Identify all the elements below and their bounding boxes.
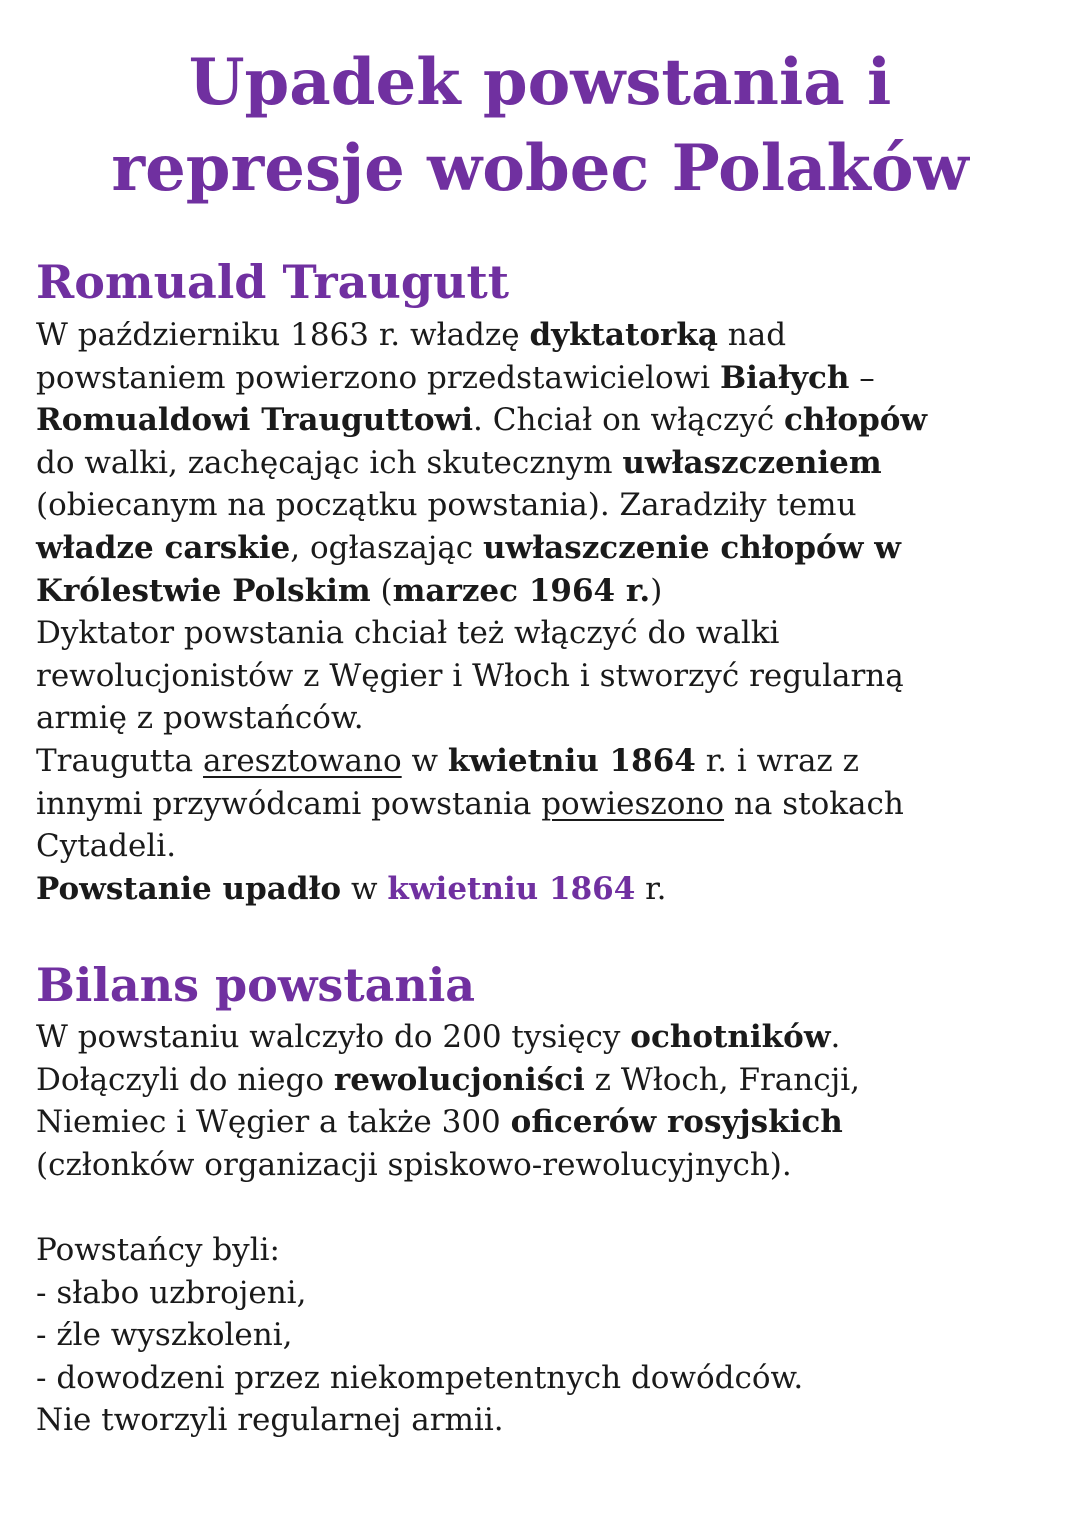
bold-term: rewolucjoniści [333, 1061, 585, 1098]
text-run: W powstaniu walczyło do 200 tysięcy [36, 1019, 631, 1055]
list-item: - źle wyszkoleni, [36, 1317, 293, 1354]
text-line: armię z powstańców. [36, 700, 364, 737]
page-title-line-2: represje wobec Polaków [111, 131, 969, 206]
section-bilans-body [36, 1016, 1046, 1186]
text-run: – [849, 359, 875, 396]
section-heading-traugutt: Romuald Traugutt [36, 255, 509, 309]
bold-term: Królestwie Polskim [36, 572, 371, 609]
bold-term: władze carskie [36, 529, 291, 566]
list-outro: Nie tworzyli regularnej armii. [36, 1402, 504, 1439]
text-run: innymi przywódcami powstania [36, 785, 542, 822]
text-line: (członków organizacji spiskowo-rewolucyjnych). [36, 1146, 792, 1183]
text-line [36, 357, 1046, 400]
text-run: w [401, 742, 448, 779]
bold-term: ochotników [630, 1019, 831, 1055]
text-line [36, 740, 1046, 783]
text-run: . Chciał on włączyć [473, 402, 785, 439]
bold-term: Powstanie upadło [36, 870, 342, 907]
text-run: , ogłaszając [290, 529, 484, 566]
underlined-term: powieszono [541, 785, 725, 822]
bold-term: Białych [719, 359, 850, 396]
text-line [36, 1101, 1046, 1144]
text-run: Dołączyli do niego [36, 1061, 334, 1098]
text-line: Dyktator powstania chciał też włączyć do walki [36, 615, 780, 652]
text-run: Traugutta [36, 742, 204, 779]
bold-term: marzec 1964 r. [392, 572, 651, 609]
text-run: nad [717, 317, 787, 353]
text-line [36, 570, 1046, 613]
text-run: powstaniem powierzono przedstawicielowi [36, 359, 720, 396]
bold-term: kwietniu 1864 [447, 742, 696, 779]
text-line [36, 868, 1046, 911]
section-traugutt-body [36, 314, 1046, 910]
text-run: r. i wraz z [695, 742, 859, 779]
text-line [36, 783, 1046, 826]
text-line [36, 1059, 1046, 1102]
text-run: . [830, 1019, 841, 1055]
section-heading-bilans: Bilans powstania [36, 958, 476, 1012]
section-bilans-list [36, 1229, 1046, 1442]
text-run: do walki, zachęcając ich skutecznym [36, 444, 623, 481]
list-item: - dowodzeni przez niekompetentnych dowódców. [36, 1359, 804, 1396]
text-line [36, 399, 1046, 442]
text-line [36, 442, 1046, 485]
text-line: (obiecanym na początku powstania). Zaradziły temu [36, 487, 857, 524]
text-run: na stokach [724, 785, 904, 822]
bold-term: Romualdowi Trauguttowi [36, 402, 474, 439]
text-line [36, 527, 1046, 570]
highlighted-date: kwietniu 1864 [387, 870, 636, 907]
text-line [36, 1016, 1046, 1059]
bold-term: uwłaszczeniem [622, 444, 882, 481]
text-line: Cytadeli. [36, 828, 177, 865]
text-run: Niemiec i Węgier a także 300 [36, 1104, 511, 1141]
bold-term: oficerów rosyjskich [510, 1104, 843, 1141]
text-line [36, 314, 1046, 357]
bold-term: chłopów [784, 402, 928, 439]
page-title [0, 40, 1080, 212]
text-run: z Włoch, Francji, [584, 1061, 860, 1098]
text-run: W październiku 1863 r. władzę [36, 317, 530, 353]
underlined-term: aresztowano [203, 742, 402, 779]
text-line: rewolucjonistów z Węgier i Włoch i stworzyć regularną [36, 657, 904, 694]
list-intro: Powstańcy byli: [36, 1232, 280, 1268]
list-item: - słabo uzbrojeni, [36, 1274, 307, 1311]
text-run: ) [650, 572, 663, 609]
bold-term: uwłaszczenie chłopów w [483, 529, 901, 566]
text-run: r. [635, 870, 667, 907]
text-run: w [341, 870, 388, 907]
page-title-line-1: Upadek powstania i [188, 45, 892, 120]
text-run: ( [370, 572, 393, 609]
bold-term: dyktatorką [529, 317, 718, 353]
